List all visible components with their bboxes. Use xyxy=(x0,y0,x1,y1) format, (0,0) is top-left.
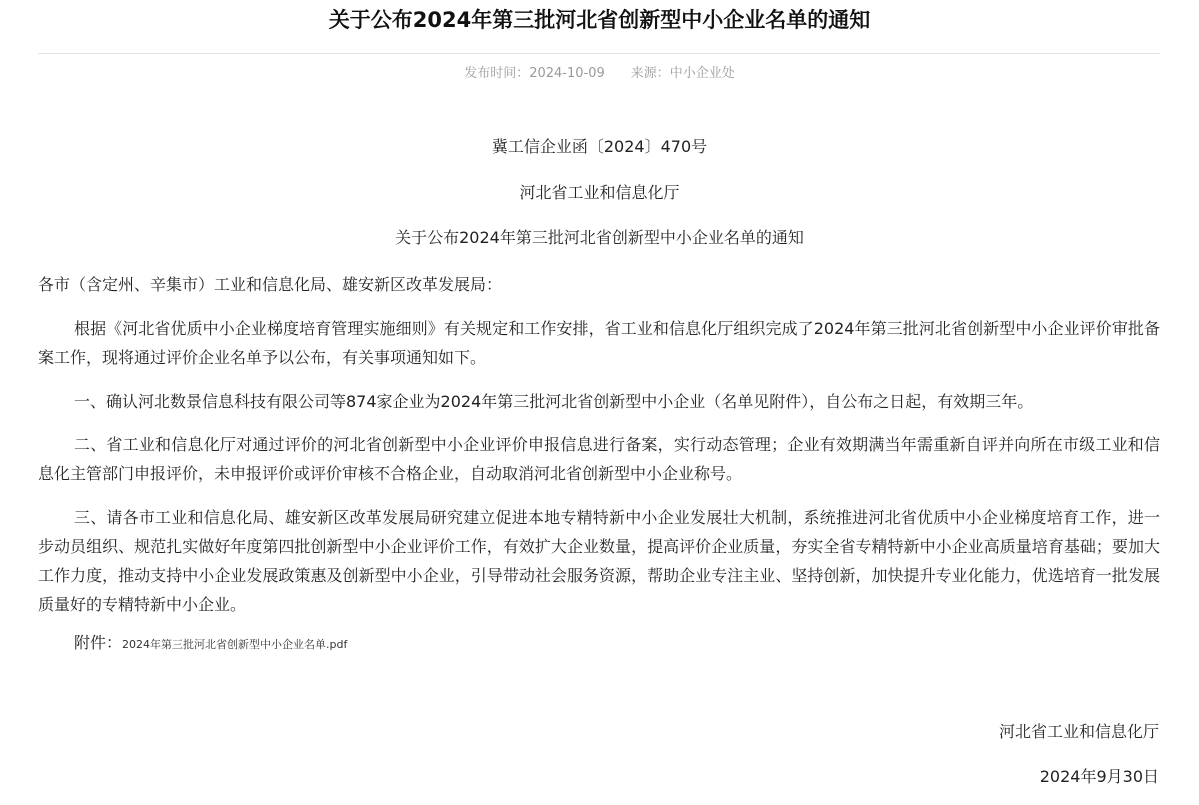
title-divider xyxy=(38,53,1160,54)
paragraph-item-2: 二、省工业和信息化厅对通过评价的河北省创新型中小企业评价申报信息进行备案，实行动态管理；企业有效期满当年需重新自评并向所在市级工业和信息化主管部门申报评价，未申报评价或评价审核不合格企业，自动取消河北省创新型中小企业称号。 xyxy=(38,435,1160,483)
signature-organization: 河北省工业和信息化厅 xyxy=(998,722,1159,741)
attachment-pdf-link[interactable]: 2024年第三批河北省创新型中小企业名单.pdf xyxy=(122,638,348,651)
paragraph-item-3: 三、请各市工业和信息化局、雄安新区改革发展局研究建立促进本地专精特新中小企业发展壮大机制，系统推进河北省优质中小企业梯度培育工作，进一步动员组织、规范扎实做好年度第四批创新型中小企业评价工作，有效扩大企业数量，提高评价企业质量，夯实全省专精特新中小企业高质量培育基础；要加大工作力度，推动支持中小企业发展政策惠及创新型中小企业，引导带动社会服务资源，帮助企业专注主业、坚持创新，加快提升专业化能力，优选培育一批发展质量好的专精特新中小企业。 xyxy=(38,508,1160,614)
issuer-name: 河北省工业和信息化厅 xyxy=(519,183,680,202)
signature-date: 2024年9月30日 xyxy=(1039,767,1159,786)
attachment-row xyxy=(74,630,347,658)
document-title: 关于公布2024年第三批河北省创新型中小企业名单的通知 xyxy=(395,228,804,247)
attachment-label: 附件： xyxy=(74,633,123,652)
source-label: 来源：中小企业处 xyxy=(630,66,735,81)
publish-time: 发布时间：2024-10-09 xyxy=(464,66,605,81)
document-number: 冀工信企业函〔2024〕470号 xyxy=(491,137,708,156)
article-meta xyxy=(0,64,1199,84)
paragraph-item-1: 一、确认河北数景信息科技有限公司等874家企业为2024年第三批河北省创新型中小企业（名单见附件），自公布之日起，有效期三年。 xyxy=(74,392,1034,411)
paragraph-intro: 根据《河北省优质中小企业梯度培育管理实施细则》有关规定和工作安排，省工业和信息化厅组织完成了2024年第三批河北省创新型中小企业评价审批备案工作，现将通过评价企业名单予以公布，有关事项通知如下。 xyxy=(38,319,1160,367)
addressee: 各市（含定州、辛集市）工业和信息化局、雄安新区改革发展局： xyxy=(38,275,503,294)
page-title: 关于公布2024年第三批河北省创新型中小企业名单的通知 xyxy=(328,8,871,32)
